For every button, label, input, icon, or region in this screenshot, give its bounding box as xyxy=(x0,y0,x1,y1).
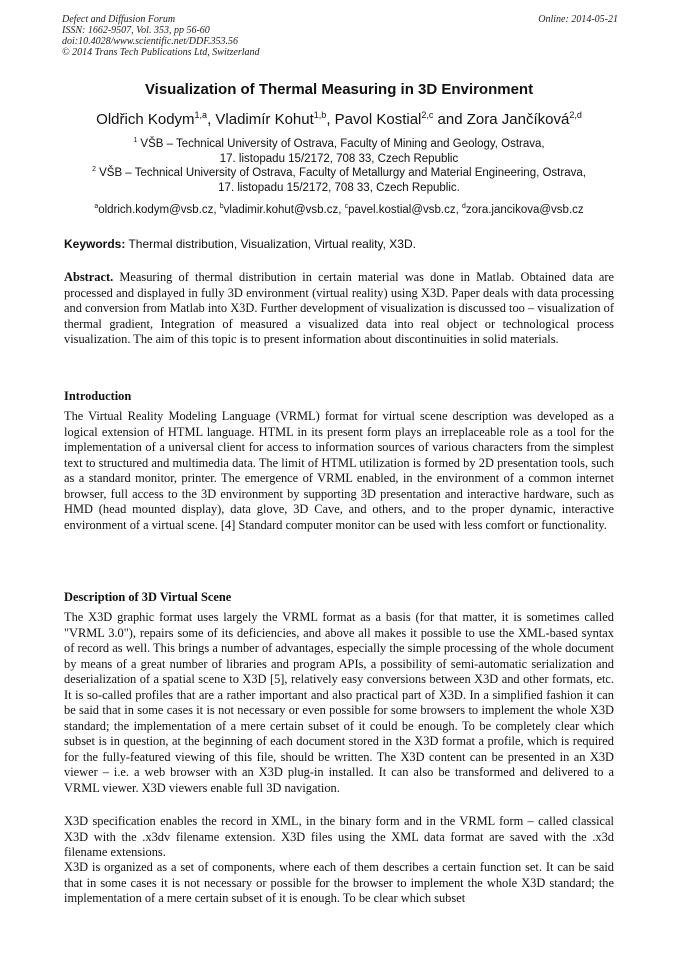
description-paragraph-2: X3D specification enables the record in XML, in the binary form and in the VRML form – called classical X3D with the .x3dv filename extension. X3D files using the XML data format are saved with the .x3d filename extensions. xyxy=(64,814,614,859)
abstract-label: Abstract. xyxy=(64,270,114,284)
email-mark: d xyxy=(462,203,466,211)
introduction-paragraph: The Virtual Reality Modeling Language (VRML) format for virtual scene description was developed as a logical extension of HTML language. HTML in its present form plays an irreplaceable role as a tool for the implementation of a universal client for access to information sources of various characters from the simplest text to structured and multimedia data. The limit of HTML utilization is formed by 2D presentation tools, such as a standard monitor, printer. The emergence of VRML enabled, in the environment of a common internet browser, full access to the 3D environment by supporting 3D presentation and interactive hardware, such as HMD (head mounted display), data glove, 3D Cave, and others, and to the proper dynamic, interactive environment of a virtual scene. [4] Standard computer monitor can be used with less comfort or functionality. xyxy=(64,409,614,532)
email-list xyxy=(0,203,678,218)
email-link[interactable]: vladimir.kohut@vsb.cz, xyxy=(223,204,345,216)
affiliation-address: 17. listopadu 15/2172, 708 33, Czech Republic. xyxy=(218,182,460,194)
keywords xyxy=(64,237,616,252)
author-affiliation-mark: 2,c xyxy=(421,110,434,120)
paper-title: Visualization of Thermal Measuring in 3D Environment xyxy=(144,81,534,98)
author-name: Pavol Kostial xyxy=(334,111,422,128)
author-name: Zora Jančíková xyxy=(466,111,570,128)
affiliation-text: VŠB – Technical University of Ostrava, Faculty of Metallurgy and Material Engineering, Ostrava, xyxy=(95,167,586,179)
author-separator: , xyxy=(326,111,335,128)
email-mark: a xyxy=(94,203,99,211)
affiliation-line xyxy=(0,166,678,181)
affiliation-line xyxy=(0,137,678,152)
email-link[interactable]: pavel.kostial@vsb.cz, xyxy=(348,204,463,216)
abstract-text: Measuring of thermal distribution in certain material was done in Matlab. Obtained data are processed and displayed in fully 3D environment (virtual reality) using X3D. Paper deals with data processing and conversion from Matlab into X3D. Further development of visualization is discussed too – visualization of thermal gradient, Integration of measured a visualized data into real object or technological process visualization. The aim of this topic is to present information about discontinuities in solid materials. xyxy=(64,270,614,346)
online-date: Online: 2014-05-21 xyxy=(538,14,618,25)
author-affiliation-mark: 2,d xyxy=(569,110,582,120)
section-heading-description: Description of 3D Virtual Scene xyxy=(64,590,232,604)
affiliation-text: VŠB – Technical University of Ostrava, Faculty of Mining and Geology, Ostrava, xyxy=(137,138,545,150)
email-mark: c xyxy=(344,203,349,211)
issn-line: ISSN: 1662-9507, Vol. 353, pp 56-60 xyxy=(62,25,210,36)
copyright-line: © 2014 Trans Tech Publications Ltd, Switzerland xyxy=(62,47,260,58)
email-link[interactable]: oldrich.kodym@vsb.cz, xyxy=(98,204,220,216)
affiliation-mark: 1 xyxy=(133,137,138,145)
email-link[interactable]: zora.jancikova@vsb.cz xyxy=(465,204,584,216)
author-list xyxy=(0,111,678,129)
author-affiliation-mark: 1,b xyxy=(313,110,327,120)
affiliation-1 xyxy=(0,137,678,167)
description-paragraph-3: X3D is organized as a set of components, where each of them describes a certain function set. It can be said that in some cases it is not necessary or possible for the browser to implement the whole X3D standard; the implementation of a mere certain subset of it is enough. To be clear which subset xyxy=(64,860,614,905)
email-mark: b xyxy=(219,203,224,211)
author-name: Vladimír Kohut xyxy=(215,111,314,128)
author-separator: and xyxy=(433,111,467,128)
affiliation-2 xyxy=(0,166,678,196)
author-name: Oldřich Kodym xyxy=(96,111,195,128)
author-separator: , xyxy=(207,111,216,128)
section-heading-introduction: Introduction xyxy=(64,389,132,403)
keywords-label: Keywords: xyxy=(64,237,126,251)
keywords-text: Thermal distribution, Visualization, Virtual reality, X3D. xyxy=(125,237,416,251)
journal-name: Defect and Diffusion Forum xyxy=(62,14,176,25)
affiliation-mark: 2 xyxy=(92,166,96,174)
doi-line: doi:10.4028/www.scientific.net/DDF.353.56 xyxy=(62,36,239,47)
abstract xyxy=(64,270,614,348)
affiliation-address: 17. listopadu 15/2172, 708 33, Czech Republic xyxy=(219,153,459,165)
description-paragraph-1: The X3D graphic format uses largely the VRML format as a basis (for that matter, it is sometimes called "VRML 3.0"), repairs some of its deficiencies, and above all makes it possible to use the XML-based syntax of record as well. This brings a number of advantages, especially the simple processing of the whole document by means of a great number of libraries and program APIs, a possibility of semi-automatic serialization and deserialization of a spatial scene to X3D [5], relatively easy conversions between X3D and other formats, etc. It is so-called profiles that are a rather important and also practical part of X3D. In a simplified fashion it can be said that in some cases it is not necessary or even possible for some browsers to implement the whole X3D standard; the implementation of a mere certain subset of it could be enough. To be completely clear which subset is in question, at the beginning of each document stored in the X3D format a profile, which is required for the fully-featured viewing of this file, should be written. The X3D content can be presented in an X3D viewer – i.e. a web browser with an X3D plug-in installed. It can also be transformed and delivered to a VRML viewer. X3D viewers enable full 3D navigation. xyxy=(64,610,614,795)
running-header xyxy=(62,14,618,58)
author-affiliation-mark: 1,a xyxy=(194,110,208,120)
